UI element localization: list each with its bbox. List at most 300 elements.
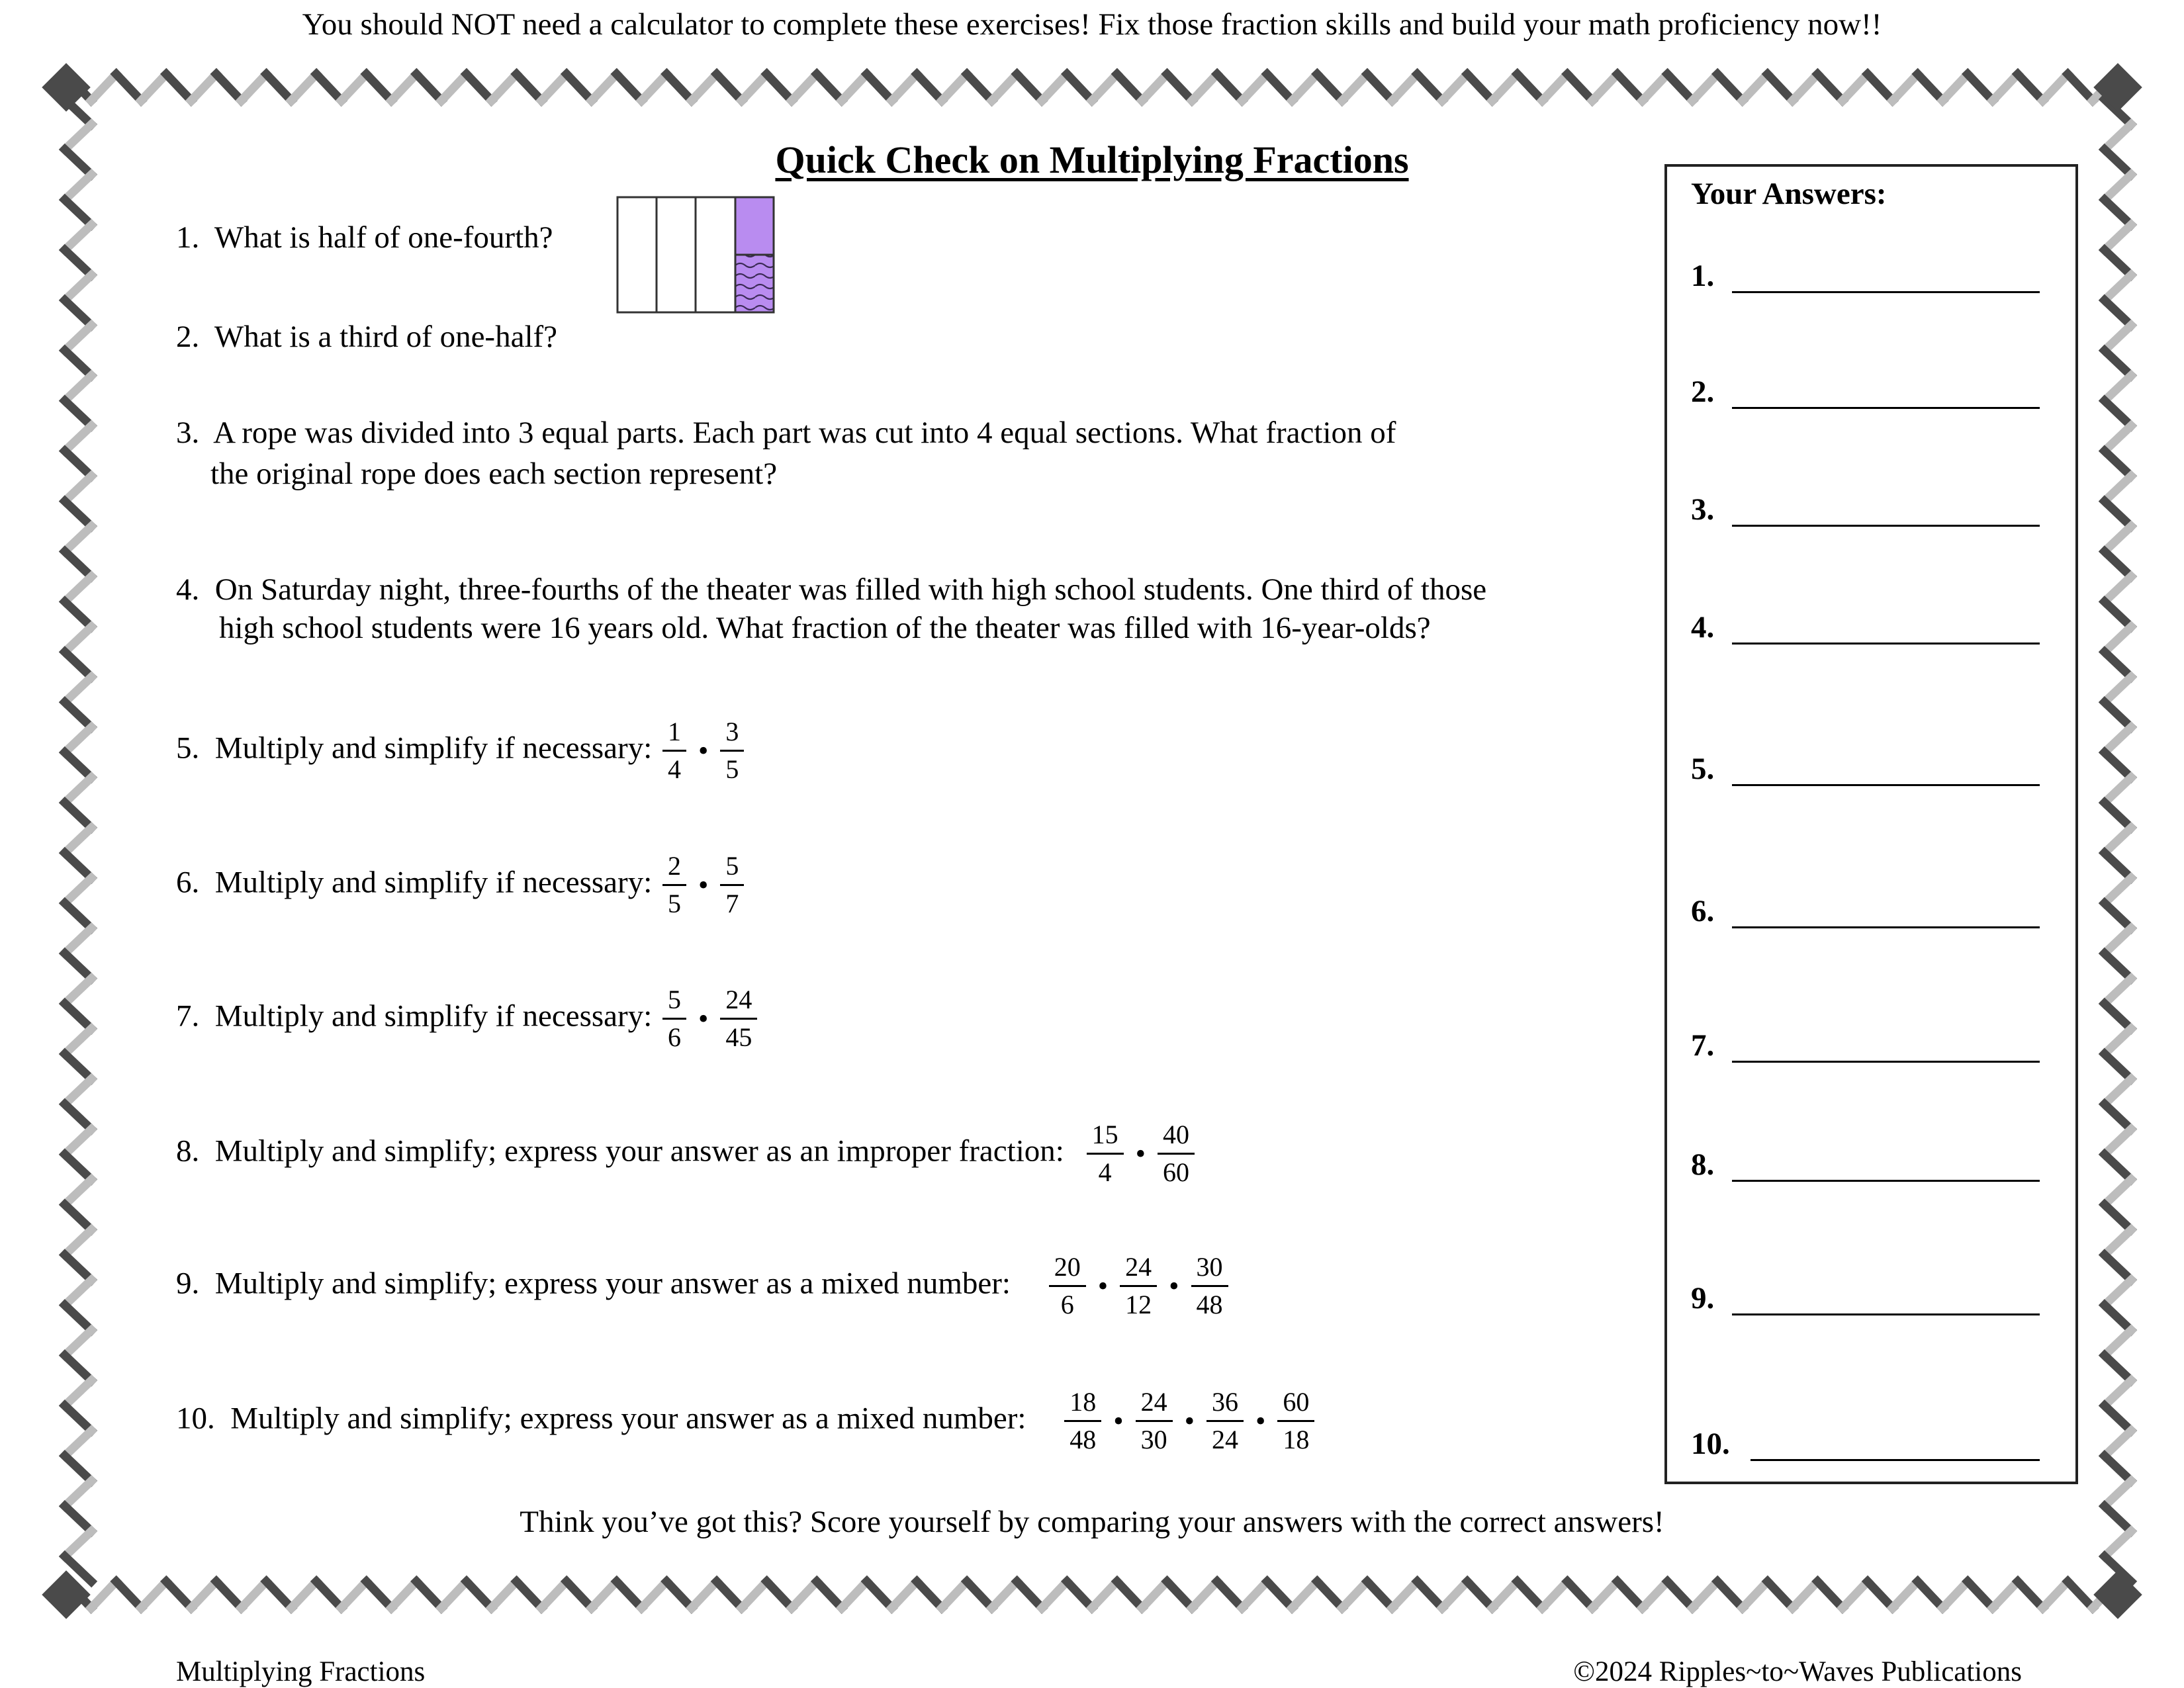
- border-segment: [441, 74, 467, 101]
- border-segment: [1942, 1581, 1968, 1608]
- denominator: 45: [725, 1022, 752, 1052]
- answer-line-4[interactable]: [1732, 643, 2040, 644]
- border-segment: [2105, 351, 2131, 376]
- border-segment: [516, 74, 541, 101]
- border-segment: [1117, 1581, 1142, 1608]
- border-segment: [2105, 476, 2131, 501]
- question-text: Multiply and simplify; express your answer as an improper fraction:: [214, 1133, 1064, 1169]
- border-segment: [2105, 451, 2131, 476]
- answer-label: 8.: [1691, 1147, 1715, 1182]
- border-segment: [2105, 576, 2131, 601]
- border-segment: [1442, 74, 1467, 101]
- numerator: 36: [1206, 1388, 1244, 1422]
- border-segment: [65, 727, 91, 752]
- border-segment: [2105, 752, 2131, 777]
- multiply-dot: •: [1255, 1405, 1266, 1437]
- border-segment: [91, 1581, 116, 1608]
- border-segment: [2105, 1229, 2131, 1255]
- border-segment: [65, 275, 91, 300]
- border-segment: [65, 928, 91, 954]
- border-segment: [567, 1581, 592, 1608]
- border-segment: [441, 1581, 467, 1608]
- border-segment: [2105, 1255, 2131, 1280]
- border-segment: [2105, 326, 2131, 351]
- border-segment: [1217, 1581, 1242, 1608]
- border-segment: [892, 1581, 917, 1608]
- multiply-dot: •: [698, 1002, 709, 1035]
- border-segment: [2105, 803, 2131, 828]
- answer-line-10[interactable]: [1751, 1459, 2040, 1461]
- border-segment: [1817, 74, 1843, 101]
- border-segment: [65, 225, 91, 250]
- border-segment: [65, 351, 91, 376]
- denominator: 24: [1212, 1425, 1239, 1454]
- denominator: 5: [668, 889, 682, 918]
- border-segment: [316, 74, 341, 101]
- border-segment: [1267, 74, 1293, 101]
- border-segment: [467, 74, 492, 101]
- border-segment: [617, 1581, 642, 1608]
- border-segment: [541, 1581, 567, 1608]
- border-segment: [65, 627, 91, 652]
- multiply-dot: •: [698, 734, 709, 767]
- answer-line-3[interactable]: [1732, 525, 2040, 527]
- numerator: 24: [1120, 1253, 1157, 1287]
- border-segment: [2105, 401, 2131, 426]
- question-text: Multiply and simplify if necessary:: [214, 865, 653, 900]
- numerator: 40: [1158, 1121, 1195, 1155]
- numerator: 60: [1277, 1388, 1314, 1422]
- question-number: 5.: [176, 731, 200, 766]
- border-segment: [1692, 1581, 1717, 1608]
- border-segment: [842, 1581, 867, 1608]
- border-segment: [65, 250, 91, 275]
- border-segment: [1868, 1581, 1893, 1608]
- border-segment: [1292, 74, 1317, 101]
- border-segment: [65, 803, 91, 828]
- question-text: What is a third of one-half?: [214, 320, 558, 354]
- border-segment: [1717, 74, 1743, 101]
- border-segment: [2105, 652, 2131, 677]
- answer-line-1[interactable]: [1732, 291, 2040, 293]
- border-segment: [2105, 1155, 2131, 1180]
- numerator: 24: [1136, 1388, 1173, 1422]
- border-segment: [2018, 74, 2043, 101]
- border-segment: [1167, 1581, 1192, 1608]
- denominator: 6: [1060, 1290, 1074, 1319]
- numerator: 24: [720, 986, 757, 1020]
- border-segment: [65, 1205, 91, 1230]
- border-segment: [1768, 74, 1793, 101]
- fraction-bar-diagram: [616, 196, 775, 314]
- border-segment: [492, 74, 517, 101]
- border-segment: [1042, 1581, 1067, 1608]
- border-segment: [2105, 250, 2131, 275]
- border-segment: [2105, 1431, 2131, 1456]
- border-segment: [1617, 74, 1643, 101]
- border-segment: [65, 777, 91, 803]
- answer-line-9[interactable]: [1732, 1313, 2040, 1315]
- border-segment: [1492, 74, 1518, 101]
- footer-left: Multiplying Fractions: [176, 1656, 426, 1687]
- score-note: Think you’ve got this? Score yourself by comparing your answers with the correct answers!: [520, 1505, 1664, 1539]
- calculator-note: You should NOT need a calculator to complete these exercises! Fix those fraction skills and build your math proficiency now!!: [302, 7, 1882, 42]
- border-segment: [2105, 853, 2131, 878]
- border-segment: [1768, 1581, 1793, 1608]
- border-segment: [592, 74, 617, 101]
- fraction: [1064, 1388, 1101, 1454]
- border-segment: [116, 1581, 142, 1608]
- border-segment: [65, 979, 91, 1004]
- border-segment: [2105, 727, 2131, 752]
- border-segment: [291, 1581, 316, 1608]
- border-segment: [992, 74, 1017, 101]
- answer-label: 5.: [1691, 752, 1715, 786]
- border-segment: [65, 601, 91, 627]
- answer-line-6[interactable]: [1732, 926, 2040, 928]
- border-segment: [792, 74, 817, 101]
- numerator: 15: [1087, 1121, 1124, 1155]
- border-segment: [65, 1355, 91, 1380]
- question-10: [176, 1388, 1317, 1454]
- border-segment: [1968, 1581, 1993, 1608]
- border-segment: [65, 1130, 91, 1155]
- border-segment: [65, 476, 91, 501]
- fraction: [1087, 1121, 1124, 1186]
- border-segment: [1367, 74, 1392, 101]
- numerator: 2: [662, 852, 686, 886]
- fraction: [720, 718, 744, 783]
- denominator: 48: [1196, 1290, 1223, 1319]
- border-segment: [2105, 1130, 2131, 1155]
- border-segment: [1893, 74, 1918, 101]
- denominator: 6: [668, 1022, 682, 1052]
- border-segment: [817, 1581, 842, 1608]
- border-segment: [1617, 1581, 1643, 1608]
- border-segment: [166, 1581, 191, 1608]
- answer-line-8[interactable]: [1732, 1180, 2040, 1182]
- question-2: [176, 319, 557, 355]
- question-text: A rope was divided into 3 equal parts. Each part was cut into 4 equal sections. What fraction of: [213, 416, 1396, 450]
- border-segment: [2043, 1581, 2068, 1608]
- footer-copyright: ©2024 Ripples~to~Waves Publications: [1573, 1656, 2022, 1687]
- question-number: 3.: [176, 416, 200, 450]
- border-segment: [2105, 878, 2131, 903]
- question-number: 1.: [176, 220, 200, 255]
- question-number: 6.: [176, 865, 200, 900]
- border-segment: [1117, 74, 1142, 101]
- border-segment: [1142, 74, 1167, 101]
- denominator: 18: [1283, 1425, 1310, 1454]
- fraction: [1277, 1388, 1314, 1454]
- border-segment: [2105, 677, 2131, 702]
- border-segment: [2105, 275, 2131, 300]
- border-segment: [1392, 74, 1418, 101]
- question-text: Multiply and simplify; express your answer as a mixed number:: [230, 1401, 1026, 1436]
- border-segment: [567, 74, 592, 101]
- question-text: Multiply and simplify if necessary:: [214, 731, 653, 766]
- answers-box: [1664, 164, 2078, 1484]
- border-segment: [1417, 1581, 1442, 1608]
- border-segment: [1843, 1581, 1868, 1608]
- border-segment: [2105, 200, 2131, 225]
- multiply-dot: •: [1169, 1270, 1179, 1302]
- answer-label: 4.: [1691, 610, 1715, 644]
- border-segment: [717, 74, 742, 101]
- question-3-line-2: the original rope does each section represent?: [210, 457, 778, 491]
- border-segment: [666, 74, 692, 101]
- border-segment: [2105, 526, 2131, 551]
- border-segment: [2105, 501, 2131, 526]
- border-segment: [1893, 1581, 1918, 1608]
- border-segment: [817, 74, 842, 101]
- border-segment: [2105, 1280, 2131, 1305]
- border-segment: [367, 1581, 392, 1608]
- border-segment: [65, 1456, 91, 1481]
- question-text: Multiply and simplify; express your answer as a mixed number:: [214, 1266, 1011, 1301]
- border-segment: [291, 74, 316, 101]
- border-segment: [967, 1581, 992, 1608]
- question-1: [176, 220, 553, 255]
- border-segment: [116, 74, 142, 101]
- border-segment: [2105, 1305, 2131, 1330]
- border-segment: [65, 326, 91, 351]
- border-segment: [2105, 1029, 2131, 1054]
- border-corner: [2093, 1570, 2142, 1619]
- border-segment: [642, 1581, 667, 1608]
- border-segment: [917, 74, 942, 101]
- fraction: [720, 986, 757, 1051]
- question-4-line-2: high school students were 16 years old. What fraction of the theater was filled with 16-year-olds?: [219, 611, 1431, 645]
- border-segment: [1367, 1581, 1392, 1608]
- border-segment: [191, 1581, 216, 1608]
- border-segment: [2105, 1380, 2131, 1405]
- border-segment: [1542, 1581, 1567, 1608]
- numerator: 5: [720, 852, 744, 886]
- border-segment: [1918, 1581, 1943, 1608]
- border-segment: [1342, 74, 1367, 101]
- border-segment: [65, 1305, 91, 1330]
- border-segment: [1042, 74, 1067, 101]
- multiply-dot: •: [1113, 1405, 1124, 1437]
- border-segment: [1342, 1581, 1367, 1608]
- border-segment: [767, 74, 792, 101]
- border-segment: [1793, 1581, 1818, 1608]
- denominator: 12: [1125, 1290, 1152, 1319]
- border-segment: [2105, 1330, 2131, 1355]
- denominator: 4: [1098, 1157, 1112, 1187]
- border-segment: [2105, 376, 2131, 401]
- border-segment: [2105, 1355, 2131, 1380]
- border-segment: [316, 1581, 341, 1608]
- question-8: [176, 1121, 1197, 1186]
- border-segment: [992, 1581, 1017, 1608]
- border-segment: [1968, 74, 1993, 101]
- denominator: 7: [725, 889, 739, 918]
- border-corner: [2093, 63, 2142, 112]
- border-segment: [1592, 74, 1617, 101]
- border-segment: [642, 74, 667, 101]
- border-segment: [65, 426, 91, 451]
- answer-label: 7.: [1691, 1028, 1715, 1063]
- border-segment: [65, 1380, 91, 1405]
- border-segment: [1743, 74, 1768, 101]
- border-segment: [1643, 1581, 1668, 1608]
- border-segment: [1993, 1581, 2018, 1608]
- multiply-dot: •: [1097, 1270, 1109, 1302]
- numerator: 5: [662, 986, 686, 1020]
- border-segment: [65, 526, 91, 551]
- border-segment: [191, 74, 216, 101]
- answer-line-2[interactable]: [1732, 407, 2040, 409]
- border-segment: [1142, 1581, 1167, 1608]
- border-segment: [717, 1581, 742, 1608]
- fraction: [1191, 1253, 1228, 1319]
- question-number: 8.: [176, 1133, 200, 1169]
- border-segment: [416, 74, 441, 101]
- answer-line-5[interactable]: [1732, 784, 2040, 786]
- border-segment: [2105, 979, 2131, 1004]
- border-segment: [692, 74, 717, 101]
- border-segment: [65, 300, 91, 326]
- border-segment: [1317, 1581, 1342, 1608]
- border-segment: [367, 74, 392, 101]
- border-segment: [2105, 1180, 2131, 1205]
- border-segment: [1843, 74, 1868, 101]
- border-segment: [141, 1581, 166, 1608]
- border-segment: [2105, 903, 2131, 928]
- border-segment: [65, 1431, 91, 1456]
- border-segment: [492, 1581, 517, 1608]
- border-segment: [216, 74, 242, 101]
- border-segment: [617, 74, 642, 101]
- border-segment: [792, 1581, 817, 1608]
- question-9: [176, 1253, 1231, 1319]
- border-segment: [2043, 74, 2068, 101]
- denominator: 30: [1140, 1425, 1167, 1454]
- denominator: 60: [1162, 1157, 1189, 1187]
- border-segment: [266, 1581, 291, 1608]
- border-segment: [1292, 1581, 1317, 1608]
- numerator: 3: [720, 718, 744, 752]
- border-segment: [2105, 1004, 2131, 1029]
- border-segment: [1267, 1581, 1293, 1608]
- border-segment: [942, 74, 967, 101]
- border-segment: [2105, 1405, 2131, 1431]
- answer-label: 2.: [1691, 375, 1715, 409]
- border-segment: [2105, 627, 2131, 652]
- border-segment: [65, 200, 91, 225]
- border-segment: [2105, 225, 2131, 250]
- border-segment: [742, 74, 767, 101]
- multiply-dot: •: [1135, 1137, 1146, 1170]
- border-segment: [2105, 1205, 2131, 1230]
- border-segment: [1817, 1581, 1843, 1608]
- border-segment: [1467, 1581, 1492, 1608]
- border-segment: [967, 74, 992, 101]
- border-segment: [1542, 74, 1567, 101]
- numerator: 18: [1064, 1388, 1101, 1422]
- question-number: 10.: [176, 1401, 215, 1436]
- worksheet-title: Quick Check on Multiplying Fractions: [775, 138, 1409, 181]
- border-segment: [65, 828, 91, 853]
- border-segment: [65, 1104, 91, 1130]
- answer-label: 6.: [1691, 894, 1715, 928]
- denominator: 48: [1069, 1425, 1097, 1454]
- border-segment: [2105, 828, 2131, 853]
- border-segment: [341, 74, 367, 101]
- border-segment: [1993, 74, 2018, 101]
- border-segment: [65, 1029, 91, 1054]
- answer-label: 10.: [1691, 1427, 1730, 1461]
- border-segment: [1467, 74, 1492, 101]
- border-segment: [1743, 1581, 1768, 1608]
- border-segment: [65, 1004, 91, 1029]
- question-number: 9.: [176, 1266, 200, 1301]
- question-3: [176, 415, 1396, 451]
- border-segment: [1217, 74, 1242, 101]
- border-segment: [1692, 74, 1717, 101]
- border-segment: [1242, 1581, 1267, 1608]
- border-segment: [1868, 74, 1893, 101]
- border-segment: [2105, 1481, 2131, 1506]
- border-segment: [1567, 74, 1592, 101]
- question-text: On Saturday night, three-fourths of the theater was filled with high school students. One third of those: [214, 572, 1487, 607]
- border-segment: [1717, 1581, 1743, 1608]
- border-segment: [2105, 1456, 2131, 1481]
- border-segment: [692, 1581, 717, 1608]
- answer-line-7[interactable]: [1732, 1061, 2040, 1063]
- border-corner: [42, 63, 91, 112]
- border-segment: [1067, 74, 1092, 101]
- question-number: 2.: [176, 320, 200, 354]
- border-segment: [65, 954, 91, 979]
- border-segment: [65, 853, 91, 878]
- border-segment: [266, 74, 291, 101]
- border-segment: [1442, 1581, 1467, 1608]
- border-segment: [2068, 1581, 2093, 1608]
- border-segment: [742, 1581, 767, 1608]
- border-segment: [2068, 74, 2093, 101]
- border-segment: [867, 1581, 892, 1608]
- question-5: [176, 718, 747, 783]
- border-segment: [2018, 1581, 2043, 1608]
- fraction: [720, 852, 744, 918]
- fraction: [1206, 1388, 1244, 1454]
- border-segment: [65, 551, 91, 576]
- border-segment: [65, 702, 91, 727]
- border-segment: [65, 1405, 91, 1431]
- border-segment: [1518, 74, 1543, 101]
- border-segment: [1592, 1581, 1617, 1608]
- fraction: [1158, 1121, 1195, 1186]
- fraction: [662, 718, 686, 783]
- border-segment: [141, 74, 166, 101]
- border-segment: [216, 1581, 242, 1608]
- fraction: [1049, 1253, 1086, 1319]
- border-segment: [65, 903, 91, 928]
- border-segment: [65, 752, 91, 777]
- border-segment: [1492, 1581, 1518, 1608]
- question-6: [176, 852, 747, 918]
- border-segment: [1417, 74, 1442, 101]
- question-number: 4.: [176, 572, 200, 607]
- border-segment: [65, 652, 91, 677]
- border-segment: [65, 376, 91, 401]
- border-segment: [65, 1330, 91, 1355]
- border-segment: [65, 1054, 91, 1079]
- border-segment: [1017, 1581, 1042, 1608]
